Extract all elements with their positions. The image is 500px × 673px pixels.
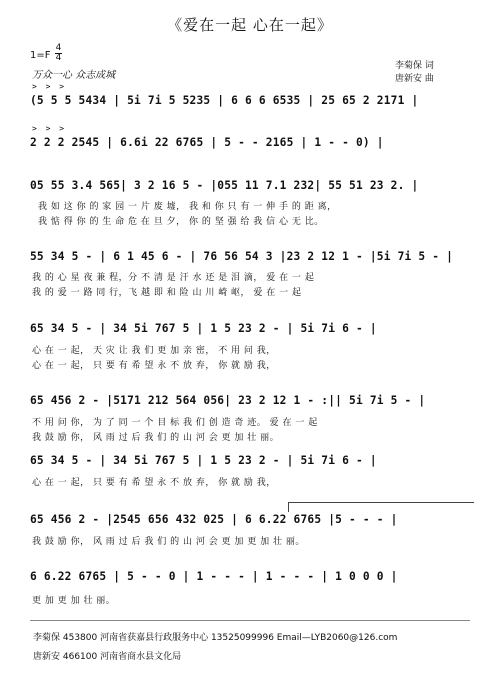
notation-line: (5 5 5 5434 | 5i 7i 5 5235 | 6 6 6 6535 | 25 65 2 2171 | xyxy=(30,94,419,107)
notation-line: 6 6.22 6765 | 5 - - 0 | 1 - - - | 1 - - - | 1 0 0 0 | xyxy=(30,570,398,583)
lyric-line: 我 的 爱 一 路 同 行，飞 越 即 和 险 山 川 崎 岖， 爱 在 一 起 xyxy=(32,288,302,298)
motto: 万众一心 众志成城 xyxy=(32,70,116,81)
composer-credit: 唐新安 曲 xyxy=(395,74,434,84)
notation-line: 05 55 3.4 565| 3 2 16 5 - |055 11 7.1 232| 55 51 23 2. | xyxy=(30,179,419,192)
notation-line: 65 34 5 - | 34 5i 767 5 | 1 5 23 2 - | 5i 7i 6 - | xyxy=(30,322,377,335)
accent-marks: > > > xyxy=(32,82,67,91)
page-title: 《爱在一起 心在一起》 xyxy=(167,16,333,34)
notation-line: 65 456 2 - |5171 212 564 056| 23 2 12 1 - :|| 5i 7i 5 - | xyxy=(30,394,426,407)
lyric-line: 我 如 这 你 的 家 园 一 片 废 墟， 我 和 你 只 有 一 伸 手 的 距 离， xyxy=(38,202,337,212)
lyric-line: 我 惦 得 你 的 生 命 危 在 旦 夕， 你 的 坚 强 给 我 信 心 无 比。 xyxy=(38,217,324,227)
lyric-line: 心 在 一 起， 天 灾 让 我 们 更 加 亲 密， 不 用 问 我， xyxy=(32,346,276,356)
volta-bracket xyxy=(288,502,474,503)
time-signature xyxy=(55,44,62,63)
notation-line: 55 34 5 - | 6 1 45 6 - | 76 56 54 3 |23 2 12 1 - |5i 7i 5 - | xyxy=(30,250,454,263)
lyric-line: 心 在 一 起， 只 要 有 希 望 永 不 放 弃， 你 就 励 我， xyxy=(32,478,276,488)
footer-contact-composer: 唐新安 466100 河南省商水县文化局 xyxy=(33,652,182,662)
notation-line: 2 2 2 2545 | 6.6i 22 6765 | 5 - - 2165 | 1 - - 0) | xyxy=(30,136,384,149)
lyric-line: 我 的 心 星 夜 兼 程，分 不 清 是 汗 水 还 是 泪 滴， 爱 在 一 起 xyxy=(32,273,315,283)
accent-marks: > > > xyxy=(32,124,67,133)
time-signature-top: 4 xyxy=(55,43,62,53)
volta-bracket-end xyxy=(288,502,289,512)
footer-contact-lyricist: 李菊保 453800 河南省获嘉县行政服务中心 13525099996 Email—LYB2060@126.com xyxy=(33,633,398,643)
lyricist-credit: 李菊保 词 xyxy=(395,61,434,71)
notation-line: 65 34 5 - | 34 5i 767 5 | 1 5 23 2 - | 5i 7i 6 - | xyxy=(30,454,377,467)
lyric-line: 更 加 更 加 壮 丽。 xyxy=(32,596,116,606)
footer-divider xyxy=(30,620,470,621)
notation-line: 65 456 2 - |2545 656 432 025 | 6 6.22 6765 |5 - - - | xyxy=(30,513,398,526)
lyric-line: 我 鼓 励 你， 风 雨 过 后 我 们 的 山 河 会 更 加 壮 丽。 xyxy=(32,433,280,443)
lyric-line: 不 用 问 你， 为 了 同 一 个 目 标 我 们 创 造 奇 迹。 爱 在 一 起 xyxy=(32,418,318,428)
lyric-line: 我 鼓 励 你， 风 雨 过 后 我 们 的 山 河 会 更 加 更 加 壮 丽。 xyxy=(32,537,305,547)
key-signature: 1=F xyxy=(30,50,51,61)
time-signature-bottom: 4 xyxy=(55,53,62,63)
lyric-line: 心 在 一 起， 只 要 有 希 望 永 不 放 弃， 你 就 励 我， xyxy=(32,361,276,371)
